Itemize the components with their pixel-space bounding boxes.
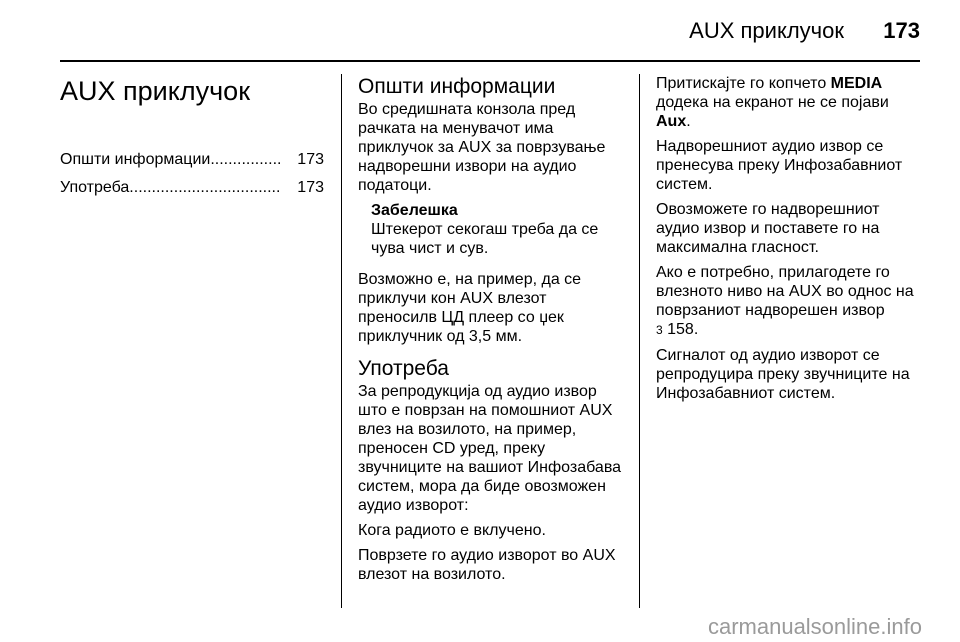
paragraph: За репродукција од аудио извор што е поврзан на помошниот AUX влез на возилото, на пример, преносен CD уред, преку звучниците на вашиот Инфозабава систем, мора да биде овозможен аудио изворот:: [358, 383, 622, 514]
text: Притискајте го копчето: [656, 75, 831, 92]
toc-entry-usage[interactable]: [60, 178, 324, 197]
section-title-usage: Употреба: [358, 357, 449, 380]
paragraph: Поврзете го аудио изворот во AUX влезот на возилото.: [358, 547, 616, 583]
running-header-title: AUX приклучок: [689, 18, 844, 43]
section-title-general: Општи информации: [358, 75, 556, 98]
toc-leader: ..................................: [129, 179, 281, 196]
table-of-contents: [60, 150, 324, 197]
paragraph: Возможно е, на пример, да се приклучи кон AUX влезот преносилв ЦД плеер со џек приклучник од 3,5 мм.: [358, 271, 582, 345]
aux-display-label: Aux: [656, 113, 687, 130]
paragraph: Овозможете го надворешниот аудио извор и поставете го на максимална гласност.: [656, 201, 880, 256]
text: .: [686, 113, 691, 130]
note-text: Штекерот секогаш треба да се чува чист и сув.: [371, 221, 599, 257]
note-label: Забелешка: [371, 202, 458, 219]
column-divider-right: [639, 74, 640, 608]
toc-label: Употреба: [60, 179, 130, 196]
toc-page: 173: [297, 179, 324, 196]
text: додека на екранот не се појави: [656, 94, 889, 111]
chapter-title: AUX приклучок: [60, 76, 251, 106]
paragraph: Кога радиото е вклучено.: [358, 522, 546, 539]
paragraph-with-reference: [656, 263, 922, 340]
page-reference[interactable]: 158.: [662, 321, 699, 338]
column-content: [358, 74, 622, 594]
note-box: [371, 201, 622, 258]
toc-leader: ................: [210, 151, 282, 168]
toc-page: 173: [297, 151, 324, 168]
header-rule: [60, 60, 920, 62]
page-number: 173: [883, 18, 920, 43]
paragraph: Надворешниот аудио извор се пренесува преку Инфозабавниот систем.: [656, 138, 903, 193]
paragraph-media-button: [656, 74, 922, 131]
paragraph: Сигналот од аудио изворот се репродуцира преку звучниците на Инфозабавниот систем.: [656, 347, 910, 402]
text: Ако е потребно, прилагодете го влезното ниво на AUX во однос на поврзаниот надворешен извор: [656, 264, 914, 319]
page-reference-arrow-icon: 3: [656, 323, 663, 337]
toc-label: Општи информации: [60, 151, 211, 168]
column-toc: [60, 74, 324, 206]
toc-entry-general[interactable]: [60, 150, 324, 169]
watermark: carmanualsonline.info: [707, 614, 922, 639]
page-header: [0, 18, 920, 48]
media-button-label: MEDIA: [830, 75, 883, 92]
paragraph: Во средишната конзола пред рачката на менувачот има приклучок за AUX за поврзување надворешни извори на аудио податоци.: [358, 101, 606, 194]
column-content-continued: [656, 74, 922, 413]
column-divider-left: [341, 74, 342, 608]
